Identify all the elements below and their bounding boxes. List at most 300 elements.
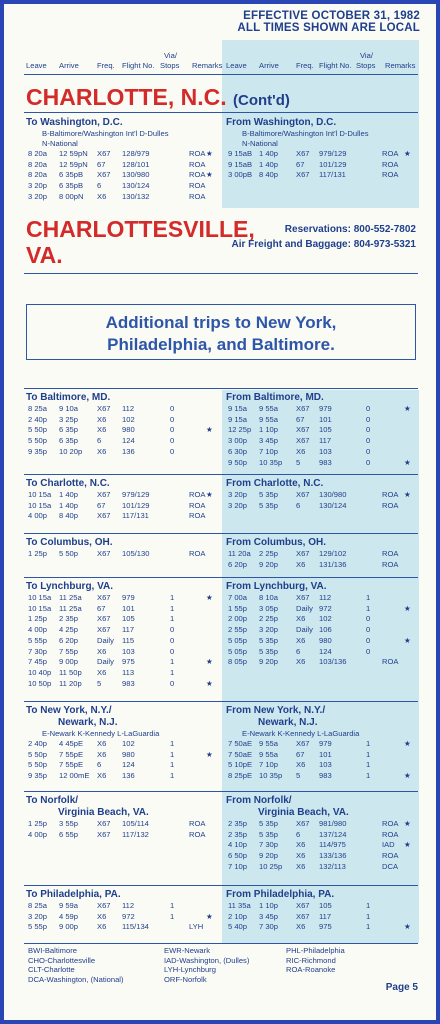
frequency: 67 <box>296 159 305 169</box>
arrive-time: 9 55a <box>259 404 279 413</box>
stops: 1 <box>170 657 175 667</box>
leave-time: 4 00p <box>28 829 48 839</box>
remarks: ROA <box>382 500 399 510</box>
connection-star: ★ <box>206 593 213 602</box>
arrive-time: 3 05p <box>259 603 279 613</box>
flight-number: 130/132 <box>122 191 150 201</box>
connection-star: ★ <box>404 490 411 499</box>
leave-time: 7 50aE <box>228 749 253 759</box>
remarks: ROA <box>382 159 399 169</box>
frequency: Daily <box>97 635 114 645</box>
stops: 1 <box>366 749 371 759</box>
airport-code-key: N-National <box>242 139 278 148</box>
arrive-time: 9 55a <box>259 414 279 424</box>
column-header-flight-no: Flight No. <box>122 61 155 70</box>
frequency: 67 <box>296 414 305 424</box>
flight-number: 979 <box>319 404 332 413</box>
arrive-time: 12 00mE <box>59 771 90 781</box>
frequency: X6 <box>97 425 107 435</box>
leave-time: 1 55p <box>228 603 248 613</box>
connection-star: ★ <box>404 840 411 850</box>
charlotte-rule <box>24 112 418 113</box>
flight-number: 124 <box>122 436 135 446</box>
column-header-freq: Freq. <box>97 61 115 70</box>
flight-number: 975 <box>122 657 135 667</box>
stops: 0 <box>366 625 371 635</box>
remarks: ROA <box>189 159 206 169</box>
flight-number: 980 <box>122 425 135 435</box>
flight-number: 101/129 <box>122 500 150 510</box>
leave-time: 2 35p <box>228 819 248 828</box>
frequency: X67 <box>296 819 310 828</box>
arrive-time: 10 35p <box>259 771 283 781</box>
stops: 0 <box>170 446 175 456</box>
leave-time: 3 00pB <box>228 170 253 180</box>
arrive-time: 8 40p <box>259 170 279 180</box>
outbound-route-title: To Columbus, OH. <box>26 537 113 548</box>
frequency: X67 <box>97 404 111 413</box>
arrive-time: 9 20p <box>259 851 279 861</box>
stops: 1 <box>366 771 371 781</box>
flight-number: 128/979 <box>122 149 150 158</box>
column-header-flight-no: Flight No. <box>319 61 352 70</box>
outbound-route-title: To Norfolk/ <box>26 795 79 806</box>
frequency: X6 <box>97 749 107 759</box>
column-header-stops: Stops <box>356 61 376 70</box>
outbound-route-title: To Philadelphia, PA. <box>26 889 121 900</box>
reservations-phone: Reservations: 800-552-7802 <box>284 224 416 235</box>
arrive-time: 3 25p <box>59 414 79 424</box>
stops: 0 <box>366 614 371 624</box>
charlottesville-state: VA. <box>26 242 63 268</box>
remarks: ROA <box>189 819 206 828</box>
flight-number: 105 <box>319 425 332 435</box>
stops: 1 <box>170 614 175 624</box>
leave-time: 1 25p <box>28 819 48 828</box>
remarks: ROA <box>189 170 206 180</box>
return-route-title: From Charlotte, N.C. <box>226 478 324 489</box>
remarks: LYH <box>189 922 204 932</box>
leave-time: 1 25p <box>28 614 48 624</box>
flight-number: 117 <box>319 436 332 446</box>
remarks: ROA <box>189 511 206 521</box>
effective-notice <box>237 10 420 34</box>
flight-number: 105/130 <box>122 549 150 558</box>
leave-time: 5 55p <box>28 635 48 645</box>
frequency: X6 <box>97 191 107 201</box>
leave-time: 8 25pE <box>228 771 253 781</box>
frequency: X67 <box>296 149 310 158</box>
arrive-time: 1 40p <box>59 500 79 510</box>
legend-item: CHO-Charlottesville <box>28 955 96 965</box>
arrive-time: 10 25p <box>259 861 283 871</box>
frequency: X67 <box>97 625 111 635</box>
frequency: X67 <box>97 614 111 624</box>
column-header-leave: Leave <box>26 61 47 70</box>
flight-number: 103 <box>319 446 332 456</box>
legend-col3 <box>286 946 345 975</box>
frequency: X6 <box>97 771 107 781</box>
remarks: ROA <box>382 657 399 667</box>
frequency: Daily <box>296 625 313 635</box>
frequency: X67 <box>97 593 111 602</box>
leave-time: 7 30p <box>28 646 48 656</box>
flight-number: 117/131 <box>319 170 346 180</box>
leave-time: 8 20a <box>28 159 48 169</box>
section-rule <box>24 791 418 792</box>
flight-number: 983 <box>122 678 135 688</box>
remarks: DCA <box>382 861 399 871</box>
flight-number: 131/136 <box>319 559 347 569</box>
leave-time: 10 15a <box>28 593 52 602</box>
frequency: 5 <box>296 771 301 781</box>
frequency: X67 <box>296 404 310 413</box>
stops: 1 <box>366 603 371 613</box>
flight-number: 130/124 <box>319 500 347 510</box>
legend-col2 <box>164 946 249 984</box>
arrive-time: 3 20p <box>259 625 279 635</box>
flight-number: 117 <box>319 911 332 921</box>
leave-time: 3 20p <box>228 490 248 499</box>
arrive-time: 4 45pE <box>59 739 84 748</box>
arrive-time: 6 35pB <box>59 170 84 180</box>
return-route-title: From New York, N.Y./ <box>226 705 326 716</box>
leave-time: 5 05p <box>228 635 248 645</box>
leave-time: 8 25a <box>28 404 48 413</box>
leave-time: 3 00p <box>228 436 248 446</box>
arrive-time: 1 40p <box>259 159 279 169</box>
leave-time: 11 20a <box>228 549 251 558</box>
stops: 1 <box>366 911 371 921</box>
leave-time: 2 10p <box>228 911 248 921</box>
stops: 0 <box>366 446 371 456</box>
stops: 0 <box>170 404 175 413</box>
stops: 1 <box>170 739 175 748</box>
airport-code-key: B-Baltimore/Washington Int'l D-Dulles <box>242 129 369 138</box>
leave-time: 4 00p <box>28 511 48 521</box>
frequency: X67 <box>296 901 310 910</box>
remarks: ROA <box>382 549 399 558</box>
frequency: X67 <box>296 549 310 558</box>
flight-number: 117 <box>122 625 135 635</box>
leave-time: 2 55p <box>228 625 248 635</box>
remarks: ROA <box>189 191 206 201</box>
flight-number: 975 <box>319 922 332 932</box>
arrive-time: 11 25a <box>59 603 82 613</box>
leave-time: 5 50p <box>28 436 48 446</box>
flight-number: 983 <box>319 771 332 781</box>
legend-item: DCA-Washington, (National) <box>28 974 124 984</box>
flight-number: 133/136 <box>319 851 347 861</box>
flight-number: 137/124 <box>319 829 347 839</box>
leave-time: 4 10p <box>228 840 248 850</box>
frequency: 67 <box>296 749 305 759</box>
return-route-title: From Washington, D.C. <box>226 117 337 128</box>
remarks: ROA <box>382 829 399 839</box>
stops: 0 <box>170 646 175 656</box>
frequency: X6 <box>296 559 306 569</box>
flight-number: 105/114 <box>122 819 149 828</box>
stops: 0 <box>170 414 175 424</box>
stops: 1 <box>170 771 175 781</box>
frequency: 5 <box>97 678 102 688</box>
stops: 0 <box>170 425 175 435</box>
section-rule <box>24 701 418 702</box>
section-rule <box>24 577 418 578</box>
flight-number: 114/975 <box>319 840 346 850</box>
flight-number: 979/129 <box>319 149 347 158</box>
arrive-time: 7 30p <box>259 922 279 932</box>
remarks: ROA <box>382 149 399 158</box>
stops: 1 <box>366 739 371 748</box>
connection-star: ★ <box>206 490 213 499</box>
column-header-remarks: Remarks <box>192 61 223 70</box>
leave-time: 12 25p <box>228 425 252 435</box>
flight-number: 979 <box>319 739 332 748</box>
connection-star: ★ <box>206 425 213 435</box>
flight-number: 983 <box>319 457 332 467</box>
leave-time: 9 35p <box>28 446 48 456</box>
flight-number: 103 <box>319 760 332 770</box>
arrive-time: 7 55pE <box>59 760 84 770</box>
stops: 1 <box>170 603 175 613</box>
leave-time: 5 05p <box>228 646 248 656</box>
leave-time: 2 35p <box>228 829 248 839</box>
return-route-title: From Lynchburg, VA. <box>226 581 327 592</box>
legend-item: CLT-Charlotte <box>28 965 75 975</box>
frequency: 67 <box>97 500 106 510</box>
section-rule <box>24 388 418 389</box>
legend-item: IAD-Washington, (Dulles) <box>164 955 250 965</box>
remarks: IAD <box>382 840 395 850</box>
flight-number: 105 <box>122 614 135 624</box>
column-header-arrive: Arrive <box>259 61 279 70</box>
column-header-via: Via/ <box>164 51 177 60</box>
arrive-time: 9 10a <box>59 404 79 413</box>
flight-number: 117/132 <box>122 829 149 839</box>
frequency: Daily <box>296 603 313 613</box>
stops: 0 <box>366 635 371 645</box>
frequency: X67 <box>97 490 111 499</box>
arrive-time: 3 55p <box>59 819 79 828</box>
outbound-route-title: To Washington, D.C. <box>26 117 123 128</box>
arrive-time: 1 10p <box>259 901 279 910</box>
remarks: ROA <box>382 851 399 861</box>
stops: 0 <box>170 678 175 688</box>
arrive-time: 2 35p <box>59 614 79 624</box>
airport-code-key: N-National <box>42 139 78 148</box>
leave-time: 7 45p <box>28 657 48 667</box>
flight-number: 972 <box>319 603 332 613</box>
flight-number: 115 <box>122 635 135 645</box>
section-rule <box>24 533 418 534</box>
arrive-time: 5 35p <box>259 646 279 656</box>
arrive-time: 11 20p <box>59 678 82 688</box>
frequency: X67 <box>296 911 310 921</box>
airport-code-key: E-Newark K-Kennedy L-LaGuardia <box>42 729 160 738</box>
connection-star: ★ <box>404 149 411 158</box>
leave-time: 2 00p <box>228 614 248 624</box>
times-local-note: ALL TIMES SHOWN ARE LOCAL <box>237 22 420 34</box>
return-route-title: From Philadelphia, PA. <box>226 889 335 900</box>
flight-number: 101/129 <box>319 159 347 169</box>
arrive-time: 12 59pN <box>59 159 88 169</box>
connection-star: ★ <box>206 149 213 158</box>
route-title-line2: Virginia Beach, VA. <box>258 807 349 818</box>
stops: 0 <box>366 646 371 656</box>
frequency: X6 <box>97 646 107 656</box>
connection-star: ★ <box>206 678 213 688</box>
arrive-time: 9 20p <box>259 657 279 667</box>
stops: 0 <box>366 457 371 467</box>
flight-number: 979 <box>122 593 135 602</box>
connection-star: ★ <box>404 819 411 828</box>
leave-time: 7 00a <box>228 593 248 602</box>
arrive-time: 9 55a <box>259 749 279 759</box>
arrive-time: 7 30p <box>259 840 279 850</box>
stops: 0 <box>366 404 371 413</box>
remarks: ROA <box>382 559 399 569</box>
stops: 1 <box>366 593 371 602</box>
leave-time: 9 50p <box>228 457 248 467</box>
airport-code-key: E-Newark K-Kennedy L-LaGuardia <box>242 729 360 738</box>
stops: 0 <box>170 436 175 446</box>
remarks: ROA <box>382 819 399 828</box>
flight-number: 129/102 <box>319 549 347 558</box>
leave-time: 3 20p <box>228 500 248 510</box>
frequency: X67 <box>97 819 111 828</box>
stops: 0 <box>366 436 371 446</box>
leave-time: 8 05p <box>228 657 248 667</box>
flight-number: 101 <box>319 749 332 759</box>
frequency: X67 <box>296 593 310 602</box>
stops: 1 <box>366 760 371 770</box>
legend-item: EWR-Newark <box>164 946 210 955</box>
frequency: 6 <box>296 829 301 839</box>
return-route-title: From Norfolk/ <box>226 795 292 806</box>
frequency: X67 <box>97 901 111 910</box>
arrive-time: 8 00pN <box>59 191 84 201</box>
flight-number: 102 <box>122 739 135 748</box>
arrive-time: 5 35p <box>259 500 279 510</box>
connection-star: ★ <box>404 922 411 932</box>
stops: 0 <box>366 414 371 424</box>
leave-time: 6 20p <box>228 559 248 569</box>
flight-number: 980 <box>319 635 332 645</box>
stops: 1 <box>170 749 175 759</box>
frequency: X6 <box>296 922 306 932</box>
charlottesville-city-heading <box>26 216 255 268</box>
continued-label: (Cont'd) <box>233 92 290 109</box>
stops: 1 <box>366 922 371 932</box>
remarks: ROA <box>189 181 206 191</box>
outbound-route-title: To Charlotte, N.C. <box>26 478 110 489</box>
arrive-time: 7 10p <box>259 760 279 770</box>
frequency: X67 <box>296 436 310 446</box>
flight-number: 132/113 <box>319 861 346 871</box>
leave-time: 9 15a <box>228 414 248 424</box>
frequency: 6 <box>97 760 102 770</box>
leave-time: 5 50p <box>28 749 48 759</box>
flight-number: 136 <box>122 771 135 781</box>
frequency: X6 <box>97 414 107 424</box>
stops: 1 <box>170 901 175 910</box>
flight-number: 113 <box>122 667 135 677</box>
column-header-freq: Freq. <box>296 61 314 70</box>
connection-star: ★ <box>404 739 411 748</box>
arrive-time: 5 35p <box>259 829 279 839</box>
frequency: X6 <box>97 911 107 921</box>
leave-time: 6 30p <box>228 446 248 456</box>
remarks: ROA <box>189 549 206 558</box>
connection-star: ★ <box>404 635 411 645</box>
flight-number: 115/134 <box>122 922 149 932</box>
flight-number: 103 <box>122 646 135 656</box>
arrive-time: 11 50p <box>59 667 82 677</box>
arrive-time: 6 35p <box>59 436 79 446</box>
arrive-time: 5 35p <box>259 819 279 828</box>
route-title-line2: Newark, N.J. <box>58 717 118 728</box>
frequency: X67 <box>97 149 111 158</box>
leave-time: 8 20a <box>28 149 48 158</box>
legend-rule <box>24 943 418 944</box>
flight-number: 130/980 <box>122 170 150 180</box>
remarks: ROA <box>382 170 399 180</box>
flight-number: 979/129 <box>122 490 150 499</box>
route-title-line2: Virginia Beach, VA. <box>58 807 149 818</box>
column-header-stops: Stops <box>160 61 180 70</box>
frequency: X67 <box>97 511 111 521</box>
frequency: X67 <box>296 490 310 499</box>
leave-time: 10 40p <box>28 667 52 677</box>
arrive-time: 7 55pE <box>59 749 84 759</box>
flight-number: 102 <box>122 414 135 424</box>
column-header-remarks: Remarks <box>385 61 416 70</box>
leave-time: 2 40p <box>28 739 48 748</box>
arrive-time: 6 35pB <box>59 181 84 191</box>
connection-star: ★ <box>206 911 213 921</box>
frequency: X6 <box>97 739 107 748</box>
flight-number: 102 <box>319 614 332 624</box>
connection-star: ★ <box>404 603 411 613</box>
frequency: 6 <box>296 500 301 510</box>
route-title-line2: Newark, N.J. <box>258 717 318 728</box>
stops: 1 <box>170 667 175 677</box>
frequency: X6 <box>296 635 306 645</box>
flight-number: 980 <box>122 749 135 759</box>
frequency: X6 <box>97 667 107 677</box>
connection-star: ★ <box>206 749 213 759</box>
leave-time: 7 50aE <box>228 739 253 748</box>
leave-time: 9 15a <box>228 404 248 413</box>
arrive-time: 10 35p <box>259 457 283 467</box>
arrive-time: 8 40p <box>59 511 79 521</box>
remarks: ROA <box>189 500 206 510</box>
legend-item: RIC-Richmond <box>286 955 336 965</box>
charlottesville-rule <box>24 273 418 274</box>
leave-time: 10 15a <box>28 490 52 499</box>
arrive-time: 1 40p <box>59 490 79 499</box>
flight-number: 136 <box>122 446 135 456</box>
arrive-time: 9 00p <box>59 657 79 667</box>
charlottesville-contacts <box>231 222 416 252</box>
charlotte-city-heading <box>26 84 290 114</box>
additional-trips-line1: Additional trips to New York, <box>105 313 337 332</box>
outbound-route-title: To New York, N.Y./ <box>26 705 112 716</box>
frequency: X67 <box>296 425 310 435</box>
arrive-time: 7 10p <box>259 446 279 456</box>
column-header-leave: Leave <box>226 61 247 70</box>
